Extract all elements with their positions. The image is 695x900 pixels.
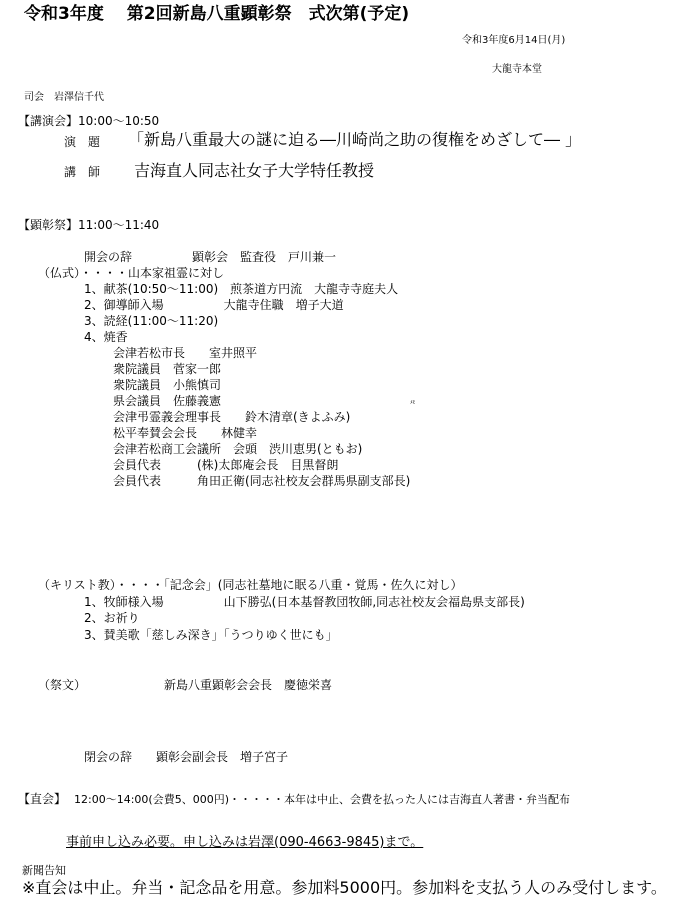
lecture-time: 10:00〜10:50 — [78, 114, 160, 128]
incense-offerer: 会津若松市長 室井照平 — [113, 346, 258, 360]
stray-mark: ﾒﾓ — [410, 400, 416, 406]
christian-item-2: 2、お祈り — [84, 611, 140, 625]
incense-offerer: 衆院議員 小熊慎司 — [113, 378, 222, 392]
lecture-section — [18, 114, 159, 128]
reception-text: 12:00〜14:00(会費5、000円)・・・・・本年は中止、会費を払った人には吉海直人著書・弁当配布 — [74, 793, 570, 806]
opening-remarks: 開会の辞 顕彰会 監査役 戸川兼一 — [84, 250, 337, 264]
event-date: 令和3年度6月14日(月) — [462, 35, 566, 46]
incense-offerer: 会津若松商工会議所 会頭 渋川恵男(ともお) — [113, 442, 363, 456]
lecture-speaker: 吉海直人同志社女子大学特任教授 — [134, 161, 375, 180]
lecture-speaker-label: 講 師 — [64, 165, 101, 179]
christian-item-3: 3、賛美歌「慈しみ深き」「うつりゆく世にも」 — [84, 628, 338, 642]
buddhist-rite: （仏式）・・・・山本家祖霊に対し — [38, 266, 225, 280]
reception-label: 【直会】 — [18, 792, 67, 806]
buddhist-item-1: 1、献茶(10:50〜11:00) 煎茶道方円流 大龍寺寺庭夫人 — [84, 282, 399, 296]
lecture-topic: 「新島八重最大の謎に迫る―川崎尚之助の復権をめざして― 」 — [128, 130, 582, 149]
ceremony-label: 【顕彰祭】 — [18, 218, 79, 232]
reception-section — [18, 792, 570, 806]
incense-offerer: 会員代表 (株)太郎庵会長 目黒督朗 — [113, 458, 339, 472]
registration-note: 事前申し込み必要。申し込みは岩澤(090-4663-9845)まで。 — [66, 835, 424, 850]
page-title: 令和3年度 第2回新島八重顕彰祭 式次第(予定) — [24, 4, 410, 24]
christian-item-1: 1、牧師様入場 山下勝弘(日本基督教団牧師,同志社校友会福島県支部長) — [84, 595, 525, 609]
incense-offerer: 会員代表 角田正衛(同志社校友会群馬県副支部長) — [113, 474, 411, 488]
ceremony-time: 11:00〜11:40 — [78, 218, 160, 232]
news-notice: ※直会は中止。弁当・記念品を用意。参加料5000円。参加料を支払う人のみ受付します。 — [22, 878, 667, 897]
incense-offerer: 松平奉賛会会長 林健幸 — [113, 426, 258, 440]
master-of-ceremonies: 司会 岩澤信千代 — [24, 92, 104, 103]
buddhist-item-2: 2、御導師入場 大龍寺住職 増子大道 — [84, 298, 344, 312]
event-venue: 大龍寺本堂 — [492, 64, 542, 75]
news-label: 新聞告知 — [22, 864, 66, 877]
saibun: （祭文） 新島八重顕彰会会長 慶徳栄喜 — [38, 678, 333, 692]
incense-offerer: 県会議員 佐藤義憲 — [113, 394, 222, 408]
incense-offerer: 会津弔霊義会理事長 鈴木清章(きよふみ) — [113, 410, 351, 424]
lecture-label: 【講演会】 — [18, 114, 79, 128]
christian-rite: （キリスト教）・・・・「記念会」(同志社墓地に眠る八重・覚馬・佐久に対し） — [38, 578, 463, 592]
incense-offerer: 衆院議員 菅家一郎 — [113, 362, 222, 376]
ceremony-section — [18, 218, 159, 232]
lecture-topic-label: 演 題 — [64, 135, 101, 149]
closing-remarks: 閉会の辞 顕彰会副会長 増子宮子 — [84, 750, 289, 764]
buddhist-item-3: 3、読経(11:00〜11:20) — [84, 314, 219, 328]
buddhist-item-4: 4、焼香 — [84, 330, 128, 344]
